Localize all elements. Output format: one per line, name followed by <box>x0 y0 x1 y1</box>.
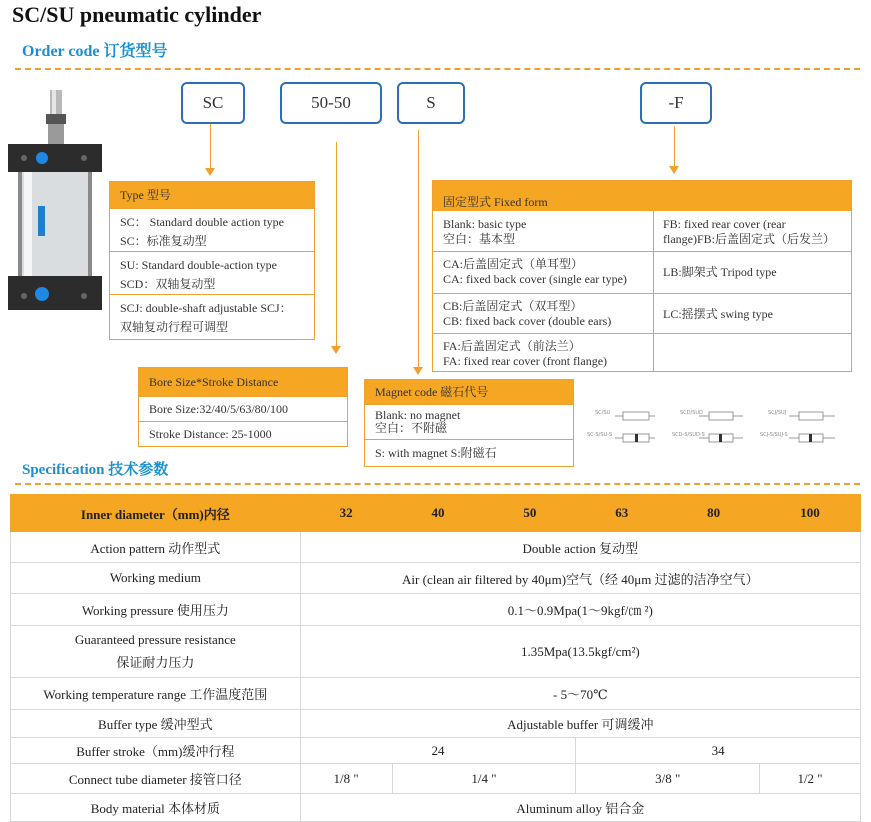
bore-panel <box>138 367 348 447</box>
magnet-blank-en: Blank: no magnet <box>375 408 461 422</box>
medium-value: Air (clean air filtered by 40μm)空气（经 40μm 过滤的洁净空气） <box>300 563 860 594</box>
spec-row-medium <box>11 563 861 594</box>
guaranteed-label <box>11 626 301 678</box>
spec-row-buffer <box>11 710 861 738</box>
spec-head-63: 63 <box>576 495 668 532</box>
material-label: Body material 本体材质 <box>11 794 301 822</box>
type-scj-en: SCJ: double-shaft adjustable SCJ： <box>120 301 292 315</box>
bore-panel-header: Bore Size*Stroke Distance <box>139 368 347 396</box>
fixed-fa <box>437 337 663 371</box>
spec-head-label: Inner diameter（mm)内径 <box>11 495 301 532</box>
fixed-ca-en: CA: fixed back cover (single ear type) <box>443 272 627 286</box>
spec-heading: Specification 技术参数 <box>22 462 169 478</box>
type-sc-cn: SC：标准复动型 <box>120 234 207 248</box>
diagram-icons <box>585 408 855 450</box>
fixed-lc: LC:摇摆式 swing type <box>663 307 773 321</box>
type-scj-cn: 双轴复动行程可调型 <box>120 320 229 334</box>
stroke-label: Buffer stroke（mm)缓冲行程 <box>11 738 301 764</box>
spec-head-row <box>11 495 861 532</box>
buffer-value: Adjustable buffer 可调缓冲 <box>300 710 860 738</box>
fixed-panel-header: 固定型式 Fixed form <box>433 181 851 211</box>
magnet-blank <box>365 404 573 439</box>
code-box-bore-stroke: 50-50 <box>280 82 382 124</box>
code-box-magnet: S <box>397 82 465 124</box>
diagram-label: SCD-S/SUD-S <box>672 432 705 438</box>
stroke-value-small: 24 <box>300 738 576 764</box>
magnet-blank-cn: 空白：不附磁 <box>375 421 448 435</box>
fixed-lb: LB:脚架式 Tripod type <box>663 265 777 279</box>
type-row-su <box>110 251 314 294</box>
fixed-cb <box>437 297 663 331</box>
fixed-blank <box>437 215 659 249</box>
order-code-heading: Order code 订货型号 <box>22 43 168 60</box>
pressure-label: Working pressure 使用压力 <box>11 594 301 626</box>
row-line <box>433 251 851 252</box>
divider <box>15 68 860 70</box>
fixed-fa-en: FA: fixed rear cover (front flange) <box>443 354 608 368</box>
fixed-ca-cn: CA:后盖固定式（单耳型） <box>443 257 584 271</box>
fixed-blank-en: Blank: basic type <box>443 217 527 231</box>
diagram-label: SCJ/SUJ <box>768 410 787 416</box>
fixed-fb-cn: flange)FB:后盖固定式（后发兰） <box>663 232 835 246</box>
type-su-en: SU: Standard double-action type <box>120 258 277 272</box>
spec-row-action <box>11 532 861 563</box>
cylinder-diagrams <box>585 408 855 450</box>
tube-value-1-4: 1/4 " <box>392 764 576 794</box>
medium-label: Working medium <box>11 563 301 594</box>
spec-head-50: 50 <box>484 495 576 532</box>
magnet-panel-header: Magnet code 磁石代号 <box>365 380 573 404</box>
guaranteed-label-en: Guaranteed pressure resistance <box>74 632 236 647</box>
type-row-scj <box>110 294 314 339</box>
fixed-ca <box>437 255 663 289</box>
pressure-value: 0.1～0.9Mpa(1～9kgf/㎝ ²) <box>300 594 860 626</box>
action-value: Double action 复动型 <box>300 532 860 563</box>
arrow-down-icon <box>205 168 215 176</box>
code-box-type: SC <box>181 82 245 124</box>
divider <box>15 483 860 485</box>
guaranteed-value: 1.35Mpa(13.5kgf/cm²) <box>300 626 860 678</box>
temp-value: - 5～70℃ <box>300 678 860 710</box>
cylinder-image <box>4 86 108 326</box>
spec-head-40: 40 <box>392 495 484 532</box>
arrow-down-icon <box>669 166 679 174</box>
spec-head-100: 100 <box>760 495 861 532</box>
tube-value-1-8: 1/8 " <box>300 764 392 794</box>
tube-value-3-8: 3/8 " <box>576 764 760 794</box>
tube-label: Connect tube diameter 接管口径 <box>11 764 301 794</box>
spec-row-tube <box>11 764 861 794</box>
guaranteed-label-cn: 保证耐力压力 <box>116 655 195 670</box>
spec-row-stroke <box>11 738 861 764</box>
stroke-value-large: 34 <box>576 738 861 764</box>
temp-label: Working temperature range 工作温度范围 <box>11 678 301 710</box>
diagram-label: SCJ-S/SUJ-S <box>760 432 788 438</box>
spec-row-pressure <box>11 594 861 626</box>
spec-row-guaranteed <box>11 626 861 678</box>
magnet-s: S: with magnet S:附磁石 <box>365 439 573 466</box>
code-box-fixed: -F <box>640 82 712 124</box>
fixed-fb <box>657 215 859 249</box>
connector-line <box>210 124 211 168</box>
tube-value-1-2: 1/2 " <box>760 764 861 794</box>
arrow-down-icon <box>331 346 341 354</box>
connector-line <box>336 142 337 348</box>
row-line <box>433 333 851 334</box>
diagram-label: SCD/SUD <box>680 410 703 416</box>
fixed-cb-en: CB: fixed back cover (double ears) <box>443 314 612 328</box>
type-panel-header: Type 型号 <box>110 182 314 208</box>
spec-row-temp <box>11 678 861 710</box>
connector-line <box>418 130 419 368</box>
buffer-label: Buffer type 缓冲型式 <box>11 710 301 738</box>
stroke-distance: Stroke Distance: 25-1000 <box>139 421 347 446</box>
spec-head-32: 32 <box>300 495 392 532</box>
fixed-blank-cn: 空白：基本型 <box>443 232 516 246</box>
page-title: SC/SU pneumatic cylinder <box>12 2 262 27</box>
arrow-down-icon <box>413 367 423 375</box>
action-label: Action pattern 动作型式 <box>11 532 301 563</box>
diagram-label: SC/SU <box>595 410 611 416</box>
type-sc-en: SC： Standard double action type <box>120 215 284 229</box>
spec-row-material <box>11 794 861 822</box>
fixed-fb-en: FB: fixed rear cover (rear <box>663 217 786 231</box>
diagram-label: SC-S/SU-S <box>587 432 613 438</box>
fixed-cb-cn: CB:后盖固定式（双耳型） <box>443 299 583 313</box>
bore-size: Bore Size:32/40/5/63/80/100 <box>139 396 347 421</box>
row-line <box>433 293 851 294</box>
type-panel <box>109 181 315 340</box>
connector-line <box>674 126 675 166</box>
fixed-form-panel <box>432 180 852 372</box>
material-value: Aluminum alloy 铝合金 <box>300 794 860 822</box>
type-row-sc <box>110 208 314 251</box>
fixed-fa-cn: FA:后盖固定式（前法兰） <box>443 339 581 353</box>
fixed-grid <box>433 211 851 371</box>
type-scd-cn: SCD：双轴复动型 <box>120 277 216 291</box>
spec-head-80: 80 <box>668 495 760 532</box>
magnet-panel <box>364 379 574 467</box>
spec-table <box>10 494 861 822</box>
